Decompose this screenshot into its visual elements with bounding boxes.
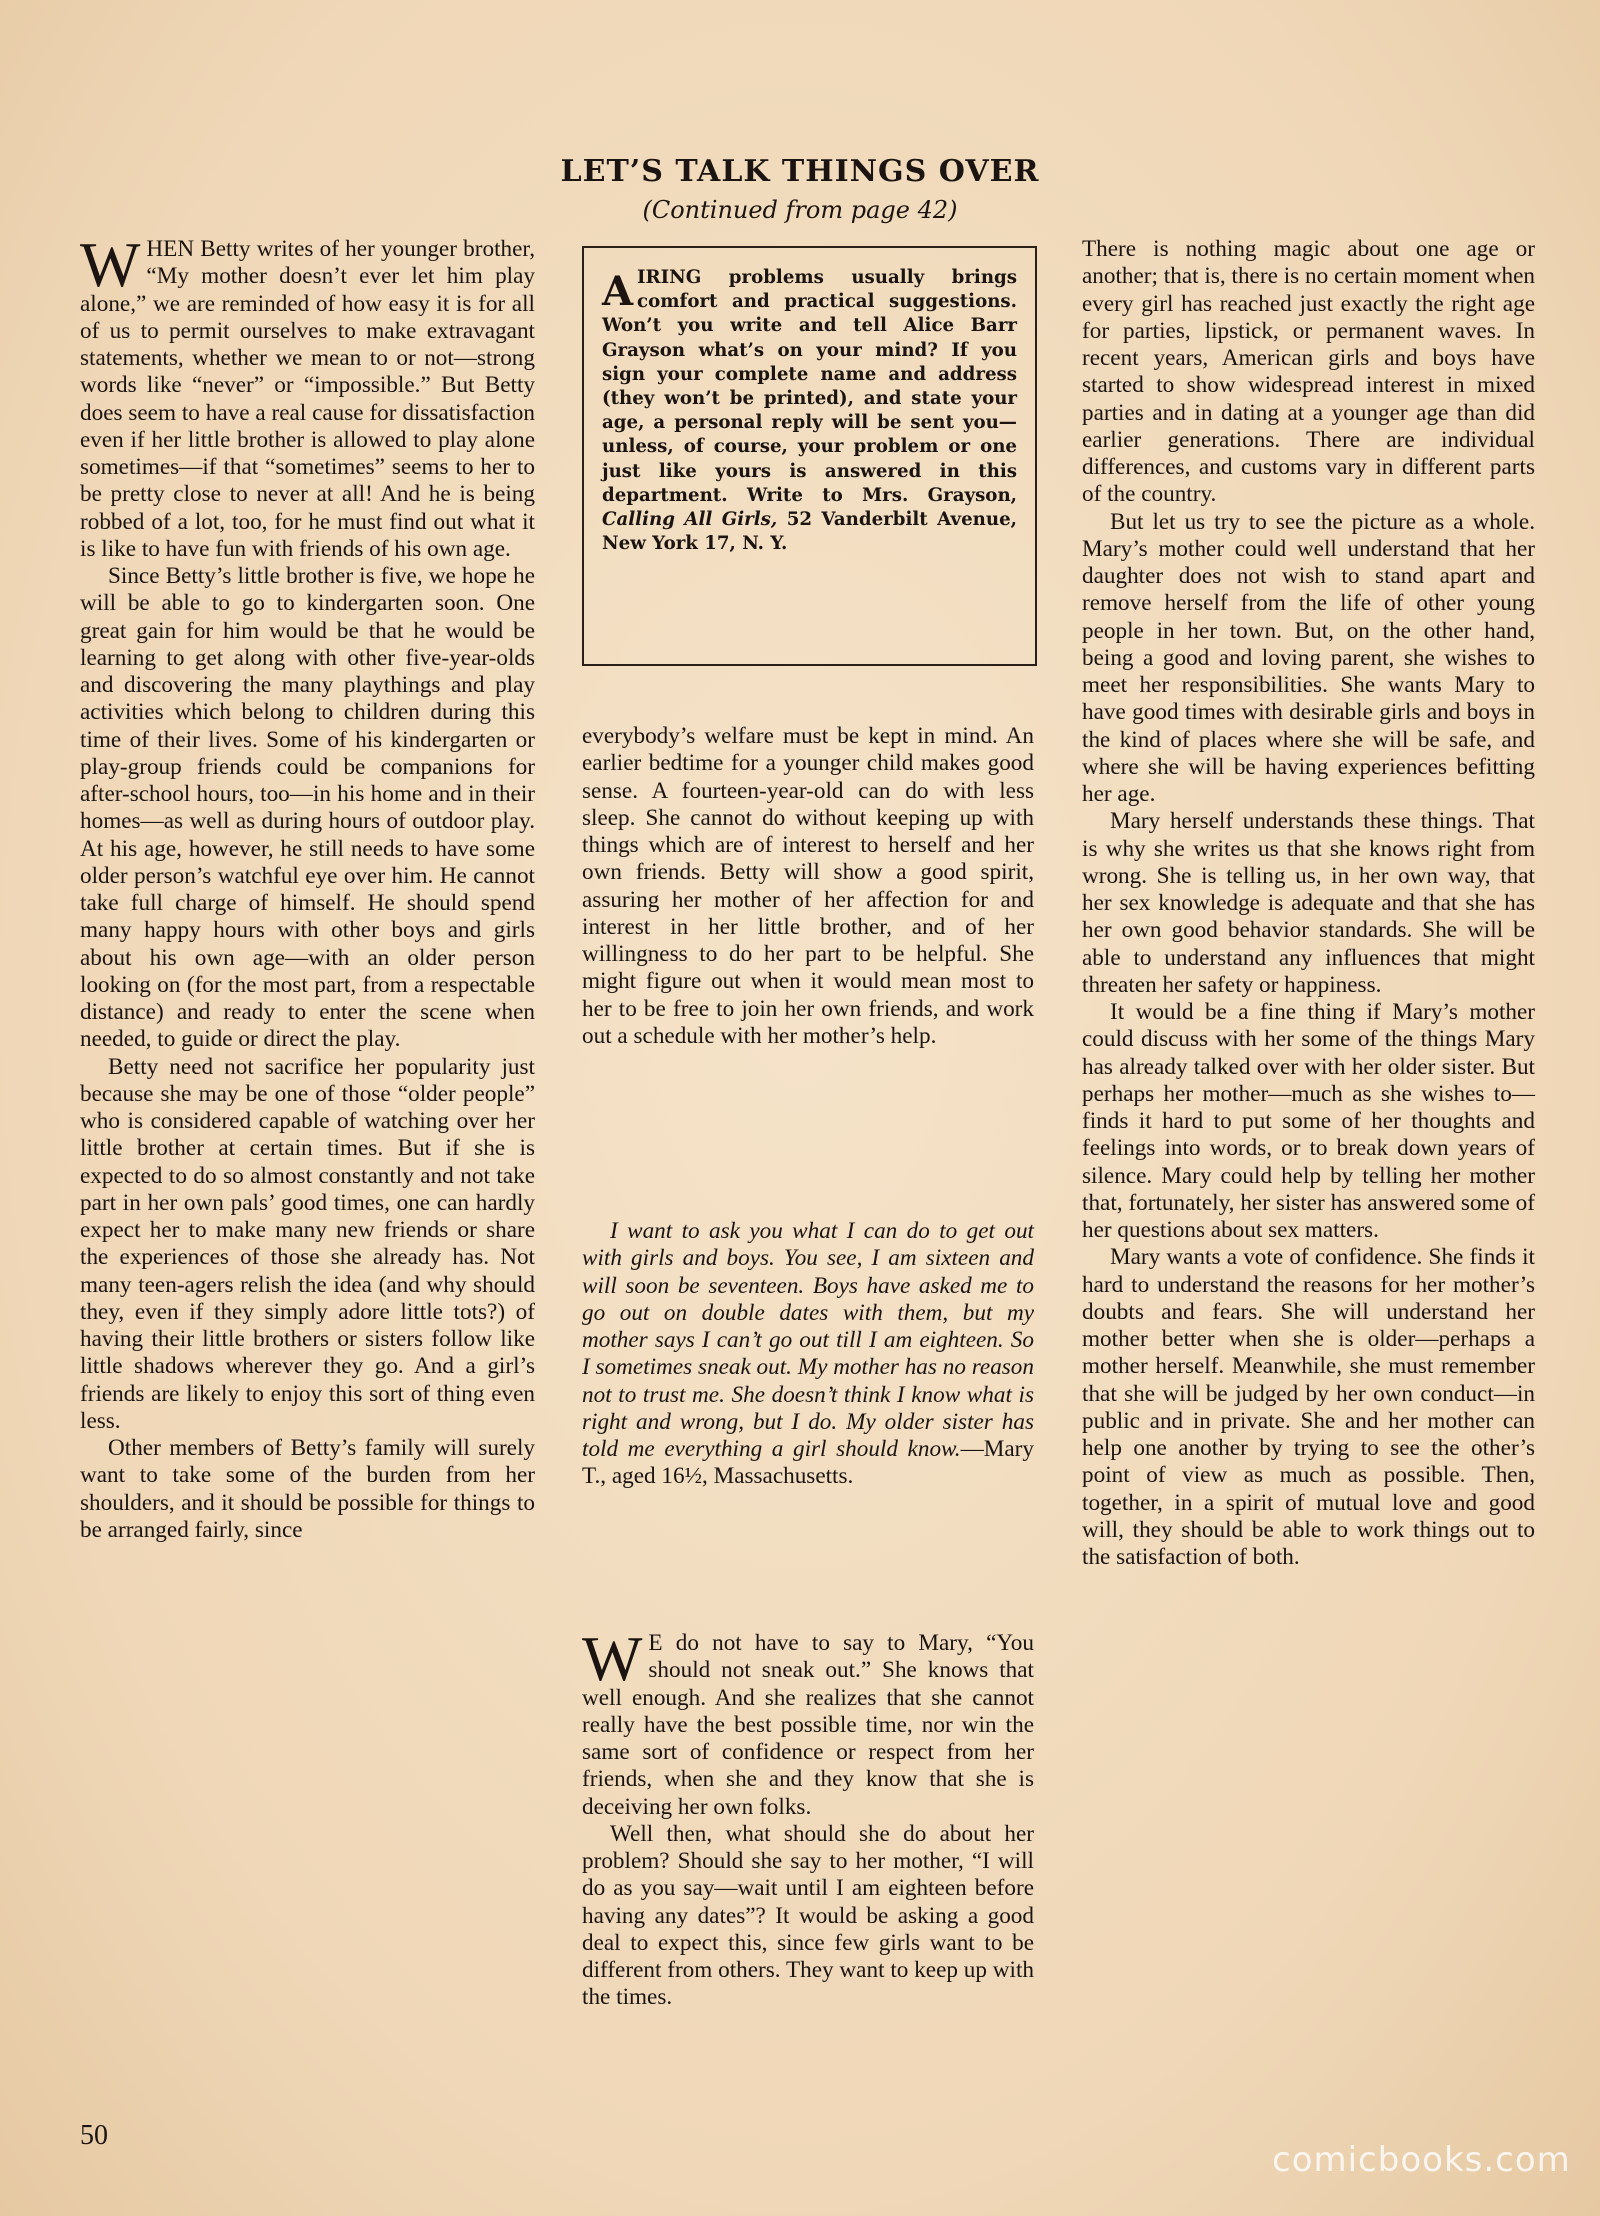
- paragraph: It would be a fine thing if Mary’s mother could discuss with her some of the things Mary has already talked over with her older sister. But perhaps her mother—much as she wishes to—finds it hard to put some of her thoughts and feelings into words, or to break down years of silence. Mary could help by telling her mother that, fortunately, her sister has answered some of her questions about sex matters.: [1082, 999, 1535, 1243]
- drop-cap: W: [582, 1623, 643, 1694]
- paragraph: Mary wants a vote of confidence. She finds it hard to understand the reasons for her mother’s doubts and fears. She will understand her mother better when she is older—perhaps a mother herself. Meanwhile, she must remember that she will be judged by her own conduct—in public and in private. She and her mother can help one another by trying to see the other’s point of view as much as possible. Then, together, in a spirit of mutual love and good will, they should be able to work things out to the satisfaction of both.: [1082, 1244, 1535, 1570]
- paragraph: Other members of Betty’s family will surely want to take some of the burden from her shoulders, and it should be possible for things to be arranged fairly, since: [80, 1435, 535, 1543]
- column-right: [1082, 236, 1535, 1571]
- continued-note: (Continued from page 42): [642, 196, 958, 224]
- paragraph: But let us try to see the picture as a whole. Mary’s mother could well understand that her daughter does not wish to stand apart and remove herself from the life of other young people in her town. But, on the other hand, being a good and loving parent, she wishes to meet her responsibilities. She wants Mary to have good times with desirable girls and boys in the kind of places where she will be safe, and where she will be having experiences befitting her age.: [1082, 508, 1535, 807]
- paragraph: W E do not have to say to Mary, “You should not sneak out.” She knows that well enough. And she realizes that she cannot really have the best possible time, nor win the same sort of confidence or respect from her friends, when she and they know that she is deceiving her own folks.: [582, 1623, 1034, 1820]
- article-title: LET’S TALK THINGS OVER: [560, 154, 1040, 189]
- column-left: [80, 229, 535, 1544]
- magazine-name: Calling All Girls,: [602, 509, 778, 531]
- drop-cap: W: [80, 229, 141, 300]
- box-text: AIRING problems usually brings comfort and practical suggestions. Won’t you write and tell Alice Barr Grayson what’s on your mind? If you sign your complete name and address (they won’t be printed), and state your age, a personal reply will be sent you—unless, of course, your problem or one just like yours is answered in this department. Write to Mrs. Grayson, Calling All Girls, 52 Vanderbilt Avenue, New York 17, N. Y.: [602, 267, 1017, 555]
- paragraph: everybody’s welfare must be kept in mind. An earlier bedtime for a younger child makes good sense. A fourteen-year-old can do with less sleep. She cannot do without keeping up with things which are of interest to herself and her own friends. Betty will show a good spirit, assuring her mother of her affection for and interest in her little brother, and of her willingness to do her part to be helpful. She might figure out when it would mean most to her to be free to join her own friends, and work out a schedule with her mother’s help.: [582, 723, 1034, 1049]
- column-middle-bottom: [582, 1623, 1034, 2012]
- paragraph: Betty need not sacrifice her popularity just because she may be one of those “older people” who is considered capable of watching over her little brother at certain times. But if she is expected to do so almost constantly and not take part in her own pals’ good times, one can hardly expect her to make many new friends or share the experiences of those she already has. Not many teen-agers relish the idea (and why should they, even if they simply adore little tots?) of having their little brothers or sisters follow like little shadows wherever they go. And a girl’s friends are likely to enjoy this sort of thing even less.: [80, 1053, 535, 1434]
- write-in-box: [582, 246, 1037, 666]
- letter-signature: —Mary T., aged 16½, Massachusetts.: [582, 1436, 1034, 1490]
- paragraph: Mary herself understands these things. That is why she writes us that she knows right from wrong. She is telling us, in her own way, that her sex knowledge is adequate and that she has her own good behavior standards. She will be able to understand any influences that might threaten her safety or happiness.: [1082, 808, 1535, 998]
- watermark: comicbooks.com: [1272, 2140, 1571, 2180]
- column-middle-top: [582, 723, 1034, 1050]
- reader-letter: I want to ask you what I can do to get out with girls and boys. You see, I am sixteen and will soon be seventeen. Boys have asked me to go out on double dates with them, but my mother says I can’t go out till I am eighteen. So I sometimes sneak out. My mother has no reason not to trust me. She doesn’t think I know what is right and wrong, but I do. My older sister has told me everything a girl should know.—Mary T., aged 16½, Massachusetts.: [582, 1218, 1034, 1490]
- paragraph: Well then, what should she do about her problem? Should she say to her mother, “I will do as you say—wait until I am eighteen before having any dates”? It would be asking a good deal to expect this, since few girls want to be different from others. They want to keep up with the times.: [582, 1820, 1034, 2011]
- paragraph: WHEN Betty writes of her younger brother, “My mother doesn’t ever let him play alone,” we are reminded of how easy it is for all of us to permit ourselves to make extravagant statements, whether we mean to or not—strong words like “never” or “impossible.” But Betty does seem to have a real cause for dissatisfaction even if her little brother is allowed to play alone sometimes—if that “sometimes” seems to her to be pretty close to never at all! And he is being robbed of a lot, too, for he must find out what it is like to have fun with friends of his own age.: [80, 229, 535, 562]
- article-header: [0, 152, 1600, 226]
- page-number: 50: [80, 2120, 108, 2151]
- paragraph: There is nothing magic about one age or another; that is, there is no certain moment when every girl has reached just exactly the right age for parties, lipstick, or permanent waves. In recent years, American girls and boys have started to show widespread interest in mixed parties and in dating at a younger age than did earlier generations. There are individual differences, and customs vary in different parts of the country.: [1082, 236, 1535, 508]
- drop-cap: A: [602, 268, 634, 315]
- paragraph: Since Betty’s little brother is five, we hope he will be able to go to kindergarten soon. One great gain for him would be that he would be learning to get along with other five-year-olds and discovering the many playthings and play activities which belong to children during this time of their lives. Some of his kindergarten or play-group friends could be companions for after-school hours, too—in his home and in their homes—as well as during hours of outdoor play. At his age, however, he still needs to have some older person’s watchful eye over him. He cannot take full charge of himself. He should spend many happy hours with other boys and girls about his own age—with an older person looking on (for the most part, from a respectable distance) and ready to enter the scene when needed, to guide or direct the play.: [80, 563, 535, 1053]
